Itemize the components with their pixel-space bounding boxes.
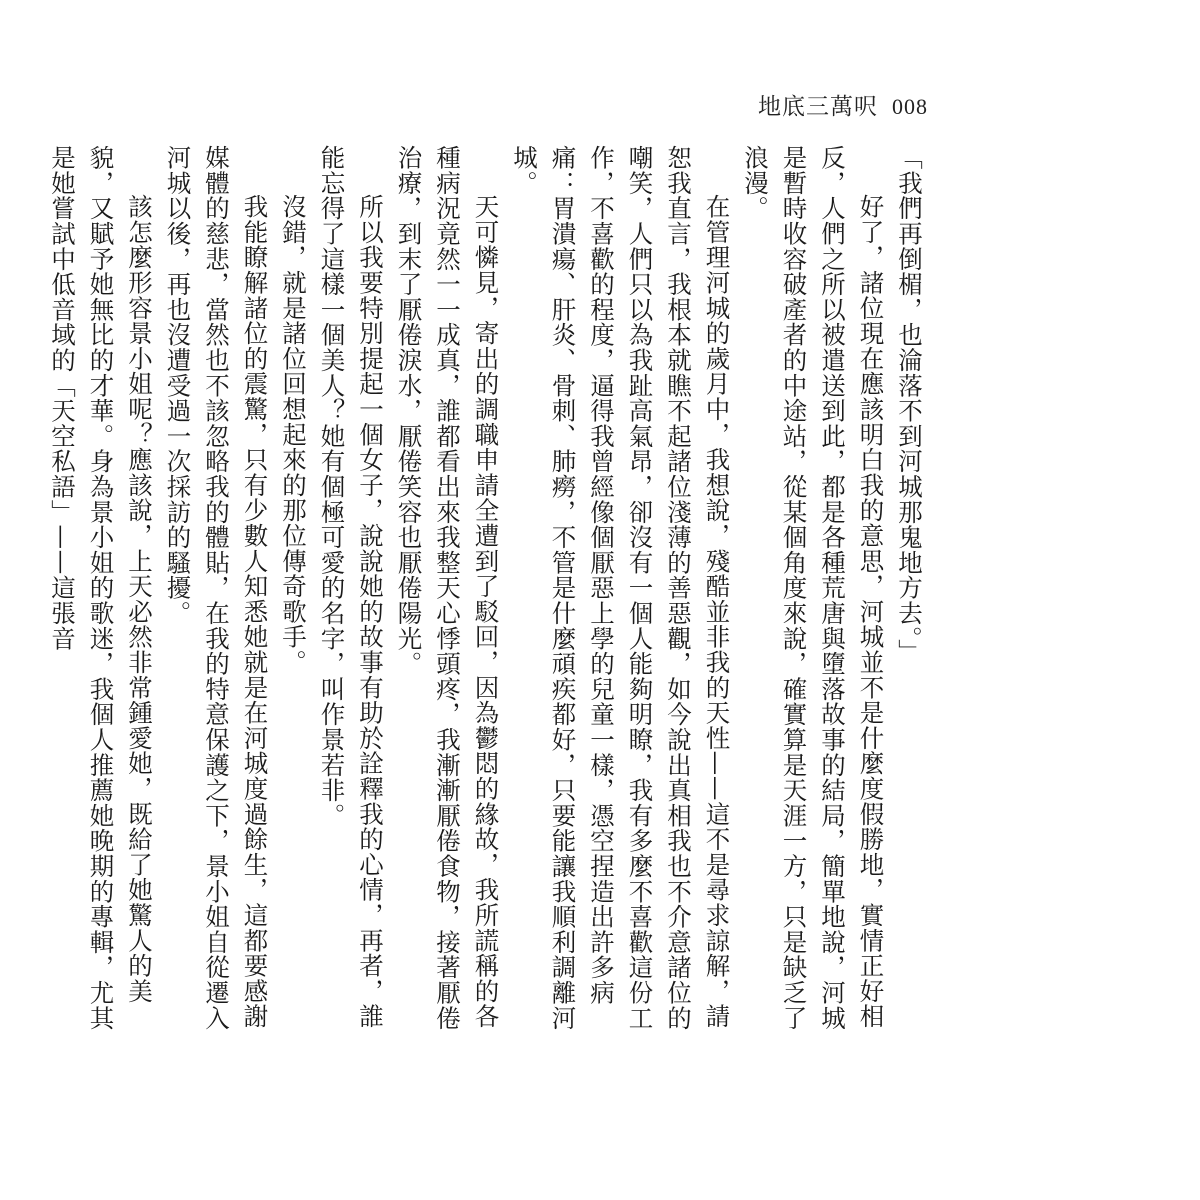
paragraph: 在管理河城的歲月中，我想說，殘酷並非我的天性——這不是尋求諒解，請恕我直言，我根本就瞧不起諸位淺薄的善惡觀，如今說出真相我也不介意諸位的嘲笑，人們只以為我趾高氣昂，卻沒有一個人能夠明瞭，我有多麼不喜歡這份工作，不喜歡的程度，逼得我曾經像個厭惡上學的兒童一樣，憑空捏造出許多病痛：胃潰瘍、肝炎、骨刺、肺癆，不管是什麼頑疾都好，只要能讓我順利調離河城。 bbox=[510, 145, 732, 1031]
paragraph: 該怎麼形容景小姐呢？應該說，上天必然非常鍾愛她，既給了她驚人的美貌，又賦予她無比的才華。身為景小姐的歌迷，我個人推薦她晚期的專輯，尤其是她嘗試中低音域的「天空私語」——這張音 bbox=[48, 145, 154, 1031]
running-header bbox=[758, 88, 928, 121]
paragraph: 「我們再倒楣，也淪落不到河城那鬼地方去。」 bbox=[895, 145, 924, 665]
paragraph: 所以我要特別提起一個女子，說說她的故事有助於詮釋我的心情，再者，誰能忘得了這樣一個美人？她有個極可愛的名字，叫作景若非。 bbox=[317, 145, 385, 1029]
paragraph: 天可憐見，寄出的調職申請全遭到了駁回，因為鬱悶的緣故，我所謊稱的各種病況竟然一一成真，誰都看出來我整天心悸頭疼，我漸漸厭倦食物，接著厭倦治療，到末了厭倦淚水，厭倦笑容也厭倦陽光。 bbox=[394, 145, 501, 1031]
vertical-body-text bbox=[43, 145, 929, 1050]
page-number: 008 bbox=[892, 94, 928, 119]
paragraph: 好了，諸位現在應該明白我的意思，河城並不是什麼度假勝地，實情正好相反，人們之所以被遣送到此，都是各種荒唐與墮落故事的結局，簡單地說，河城是暫時收容破產者的中途站，從某個角度來說，確實算是天涯一方，只是缺乏了浪漫。 bbox=[741, 145, 886, 1031]
paragraph: 我能瞭解諸位的震驚，只有少數人知悉她就是在河城度過餘生，這都要感謝媒體的慈悲，當然也不該忽略我的體貼，在我的特意保護之下，景小姐自從遷入河城以後，再也沒遭受過一次採訪的騷擾。 bbox=[163, 145, 270, 1031]
paragraph: 沒錯，就是諸位回想起來的那位傳奇歌手。 bbox=[279, 194, 308, 675]
book-title: 地底三萬呎 bbox=[758, 94, 878, 120]
